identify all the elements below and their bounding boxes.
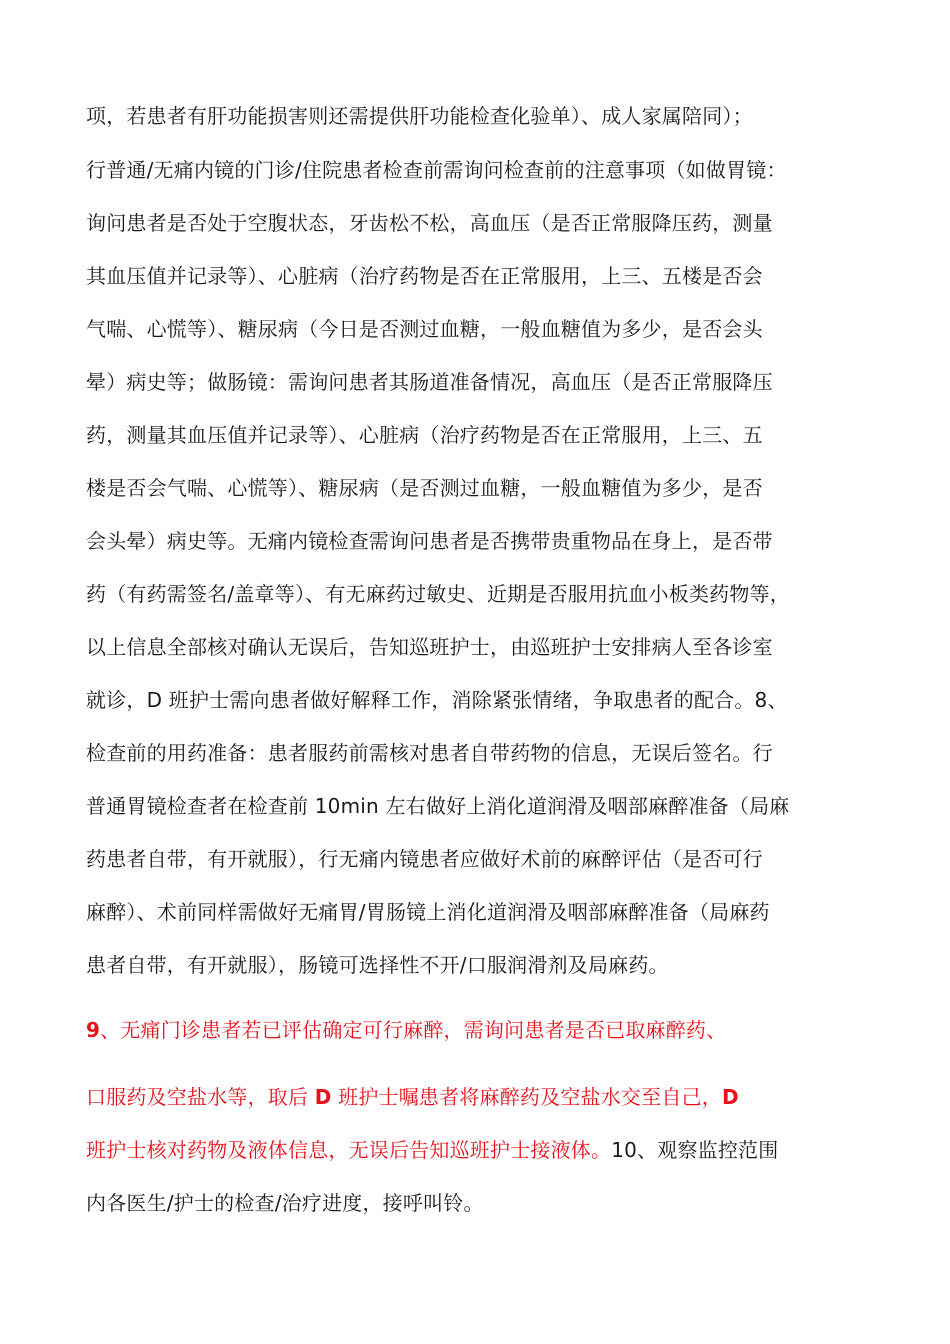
text-line-2: 行普通/无痛内镜的门诊/住院患者检查前需询问检查前的注意事项（如做胃镜： [86,158,787,182]
red-line-2-d-1: D [314,1085,332,1109]
red-line-2-part-a: 口服药及空盐水等，取后 [86,1085,315,1109]
text-line-17: 患者自带，有开就服），肠镜可选择性不开/口服润滑剂及局麻药。 [86,953,669,977]
red-line-1 [86,1015,726,1045]
text-line-4: 其血压值并记录等）、心脏病（治疗药物是否在正常服用，上三、五楼是否会 [86,264,763,288]
text-line-9: 会头晕）病史等。无痛内镜检查需询问患者是否携带贵重物品在身上，是否带 [86,529,773,553]
item-number-9: 9 [86,1018,101,1042]
red-line-2-d-2: D [721,1085,739,1109]
text-line-1: 项，若患者有肝功能损害则还需提供肝功能检查化验单）、成人家属陪同）； [86,104,753,128]
text-line-8: 楼是否会气喘、心慌等）、糖尿病（是否测过血糖，一般血糖值为多少，是否 [86,476,763,500]
text-line-7: 药，测量其血压值并记录等）、心脏病（治疗药物是否在正常服用，上三、五 [86,423,763,447]
red-line-2 [86,1082,739,1112]
text-line-3: 询问患者是否处于空腹状态，牙齿松不松，高血压（是否正常服降压药，测量 [86,211,773,235]
text-line-13: 检查前的用药准备：患者服药前需核对患者自带药物的信息，无误后签名。行 [86,741,773,765]
text-line-12: 就诊，D 班护士需向患者做好解释工作，消除紧张情绪，争取患者的配合。8、 [86,688,788,712]
text-line-6: 晕）病史等；做肠镜：需询问患者其肠道准备情况，高血压（是否正常服降压 [86,370,773,394]
text-line-15: 药患者自带，有开就服），行无痛内镜患者应做好术前的麻醉评估（是否可行 [86,847,763,871]
mixed-line-3 [86,1135,778,1165]
red-line-1-text: 、无痛门诊患者若已评估确定可行麻醉，需询问患者是否已取麻醉药、 [100,1018,727,1042]
text-line-11: 以上信息全部核对确认无误后，告知巡班护士，由巡班护士安排病人至各诊室 [86,635,773,659]
text-line-5: 气喘、心慌等）、糖尿病（今日是否测过血糖，一般血糖值为多少，是否会头 [86,317,763,341]
text-line-14: 普通胃镜检查者在检查前 10min 左右做好上消化道润滑及咽部麻醉准备（局麻 [86,794,790,818]
line-3-black-text: 10、观察监控范围 [611,1138,779,1162]
text-line-final: 内各医生/护士的检查/治疗进度，接呼叫铃。 [86,1191,484,1215]
red-line-3-text: 班护士核对药物及液体信息，无误后告知巡班护士接液体。 [86,1138,612,1162]
text-line-16: 麻醉）、术前同样需做好无痛胃/胃肠镜上消化道润滑及咽部麻醉准备（局麻药 [86,900,770,924]
text-line-10: 药（有药需签名/盖章等）、有无麻药过敏史、近期是否服用抗血小板类药物等， [86,582,790,606]
red-line-2-part-c: 班护士嘱患者将麻醉药及空盐水交至自己， [331,1085,722,1109]
